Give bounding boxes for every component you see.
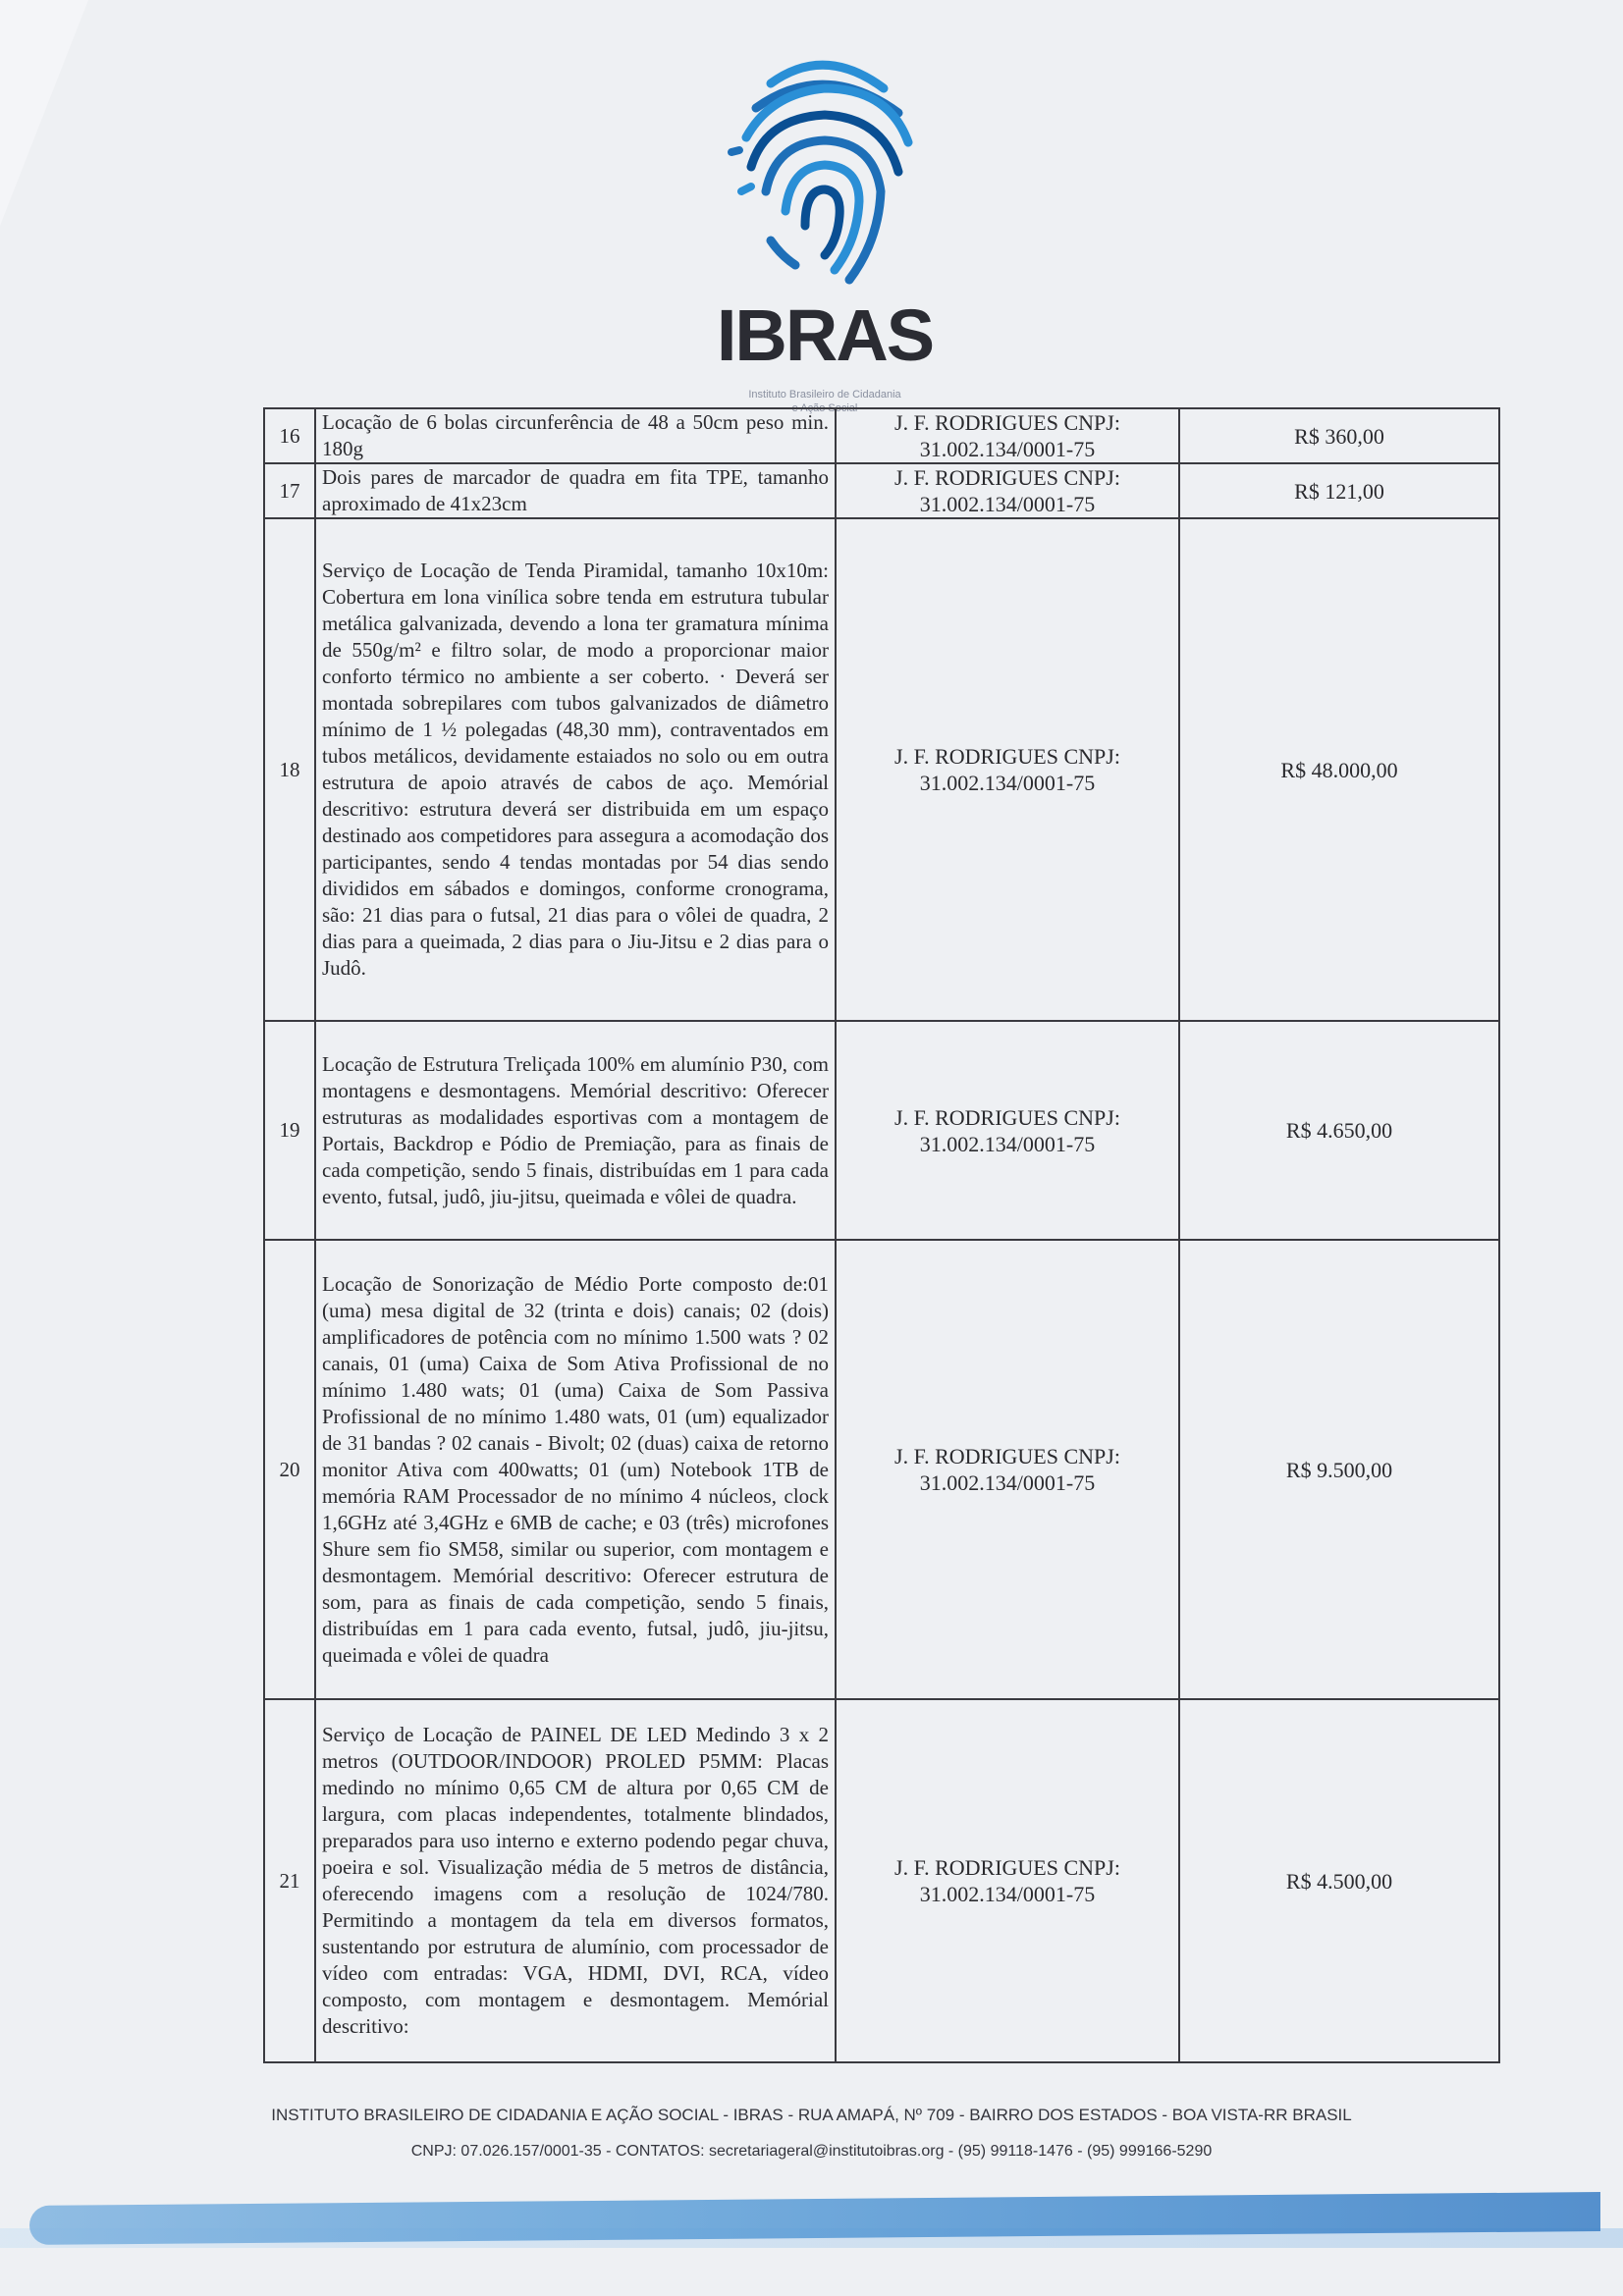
item-supplier (836, 463, 1179, 518)
item-value: R$ 48.000,00 (1179, 518, 1499, 1021)
item-number: 16 (264, 408, 315, 463)
item-value: R$ 9.500,00 (1179, 1240, 1499, 1699)
item-number: 21 (264, 1699, 315, 2062)
footer-address: INSTITUTO BRASILEIRO DE CIDADANIA E AÇÃO SOCIAL - IBRAS - RUA AMAPÁ, Nº 709 - BAIRRO DOS ESTADOS - BOA VISTA-RR BRASIL (271, 2106, 1352, 2124)
supplier-name: J. F. RODRIGUES CNPJ: (894, 1104, 1120, 1130)
footer-contacts: CNPJ: 07.026.157/0001-35 - CONTATOS: secretariageral@institutoibras.org - (95) 99118-1476 - (95) 999166-5290 (410, 2143, 1213, 2160)
item-supplier (836, 1699, 1179, 2062)
item-supplier (836, 1240, 1179, 1699)
item-description: Locação de 6 bolas circunferência de 48 a 50cm peso min. 180g (315, 408, 836, 463)
fingerprint-map-icon (712, 44, 938, 299)
ibras-logo (687, 44, 962, 414)
table-row (264, 463, 1499, 518)
supplier-cnpj: 31.002.134/0001-75 (919, 1131, 1096, 1156)
item-value: R$ 121,00 (1179, 463, 1499, 518)
page-fold-shadow (0, 0, 88, 226)
supplier-cnpj: 31.002.134/0001-75 (919, 437, 1096, 461)
table-row (264, 1240, 1499, 1699)
item-number: 18 (264, 518, 315, 1021)
supplier-name: J. F. RODRIGUES CNPJ: (894, 1855, 1120, 1880)
supplier-cnpj: 31.002.134/0001-75 (919, 1470, 1096, 1495)
item-number: 20 (264, 1240, 315, 1699)
table-row (264, 1699, 1499, 2062)
supplier-cnpj: 31.002.134/0001-75 (919, 1882, 1096, 1906)
supplier-name: J. F. RODRIGUES CNPJ: (894, 410, 1120, 435)
item-number: 19 (264, 1021, 315, 1240)
supplier-cnpj: 31.002.134/0001-75 (919, 492, 1096, 516)
item-supplier (836, 1021, 1179, 1240)
item-supplier (836, 408, 1179, 463)
logo-subtitle-line1: Instituto Brasileiro de Cidadania (748, 389, 901, 400)
logo-wordmark: IBRAS (716, 294, 934, 376)
item-value: R$ 360,00 (1179, 408, 1499, 463)
table-row (264, 408, 1499, 463)
item-description: Locação de Sonorização de Médio Porte composto de:01 (uma) mesa digital de 32 (trinta e dois) canais; 02 (dois) amplificadores de potência com no mínimo 1.500 wats ? 02 canais, 01 (uma) Caixa de Som Ativa Profissional de no mínimo 1.480 wats; 01 (uma) Caixa de Som Passiva Profissional de no mínimo 1.480 wats, 01 (um) equalizador de 31 bandas ? 02 canais - Bivolt; 02 (duas) caixa de retorno monitor Ativa com 400watts; 01 (um) Notebook 1TB de memória RAM Processador de no mínimo 4 núcleos, clock 1,6GHz até 3,4GHz e 6MB de cache; e 03 (três) microfones Shure sem fio SM58, similar ou superior, com montagem e desmontagem. Memórial descritivo: Oferecer estrutura de som, para as finais de cada competição, sendo 5 finais, distribuídas em 1 para cada evento, futsal, judô, jiu-jitsu, queimada e vôlei de quadra (315, 1240, 836, 1699)
supplier-cnpj: 31.002.134/0001-75 (919, 771, 1096, 795)
item-description: Serviço de Locação de PAINEL DE LED Medindo 3 x 2 metros (OUTDOOR/INDOOR) PROLED P5MM: Placas medindo no mínimo 0,65 CM de altura por 0,65 CM de largura, com placas independentes, totalmente blindados, preparados para uso interno e externo podendo pegar chuva, poeira e sol. Visualização média de 5 metros de distância, oferecendo imagens com a resolução de 1024/780. Permitindo a montagem da tela em diversos formatos, sustentando por estrutura de alumínio, com processador de vídeo com entradas: VGA, HDMI, DVI, RCA, vídeo composto, com montagem e desmontagem. Memórial descritivo: (315, 1699, 836, 2062)
item-supplier (836, 518, 1179, 1021)
item-description: Serviço de Locação de Tenda Piramidal, tamanho 10x10m: Cobertura em lona vinílica sobre tenda em estrutura tubular metálica galvanizada, devendo a lona ter gramatura mínima de 550g/m² e filtro solar, de modo a proporcionar maior conforto térmico no ambiente a ser coberto. · Deverá ser montada sobrepilares com tubos galvanizados de diâmetro mínimo de 1 ½ polegadas (48,30 mm), contraventados em tubos metálicos, devidamente estaiados no solo ou em outra estrutura de apoio através de cabos de aço. Memórial descritivo: estrutura deverá ser distribuida em um espaço destinado aos competidores para assegura a acomodação dos participantes, sendo 4 tendas montadas por 54 dias sendo divididos em sábados e domingos, conforme cronograma, são: 21 dias para o futsal, 21 dias para o vôlei de quadra, 2 dias para a queimada, 2 dias para o Jiu-Jitsu e 2 dias para o Judô. (315, 518, 836, 1021)
supplier-name: J. F. RODRIGUES CNPJ: (894, 1444, 1120, 1468)
table-row (264, 1021, 1499, 1240)
item-number: 17 (264, 463, 315, 518)
item-description: Dois pares de marcador de quadra em fita TPE, tamanho aproximado de 41x23cm (315, 463, 836, 518)
item-description: Locação de Estrutura Treliçada 100% em alumínio P30, com montagens e desmontagens. Memórial descritivo: Oferecer estruturas as modalidades esportivas com a montagem de Portais, Backdrop e Pódio de Premiação, para as finais de cada competição, sendo 5 finais, distribuídas em 1 para cada evento, futsal, judô, jiu-jitsu, queimada e vôlei de quadra. (315, 1021, 836, 1240)
item-value: R$ 4.500,00 (1179, 1699, 1499, 2062)
item-value: R$ 4.650,00 (1179, 1021, 1499, 1240)
table-row (264, 518, 1499, 1021)
supplier-name: J. F. RODRIGUES CNPJ: (894, 465, 1120, 490)
items-table (263, 407, 1500, 2063)
supplier-name: J. F. RODRIGUES CNPJ: (894, 744, 1120, 769)
logo-subtitle-line2: e Ação Social (791, 402, 858, 414)
